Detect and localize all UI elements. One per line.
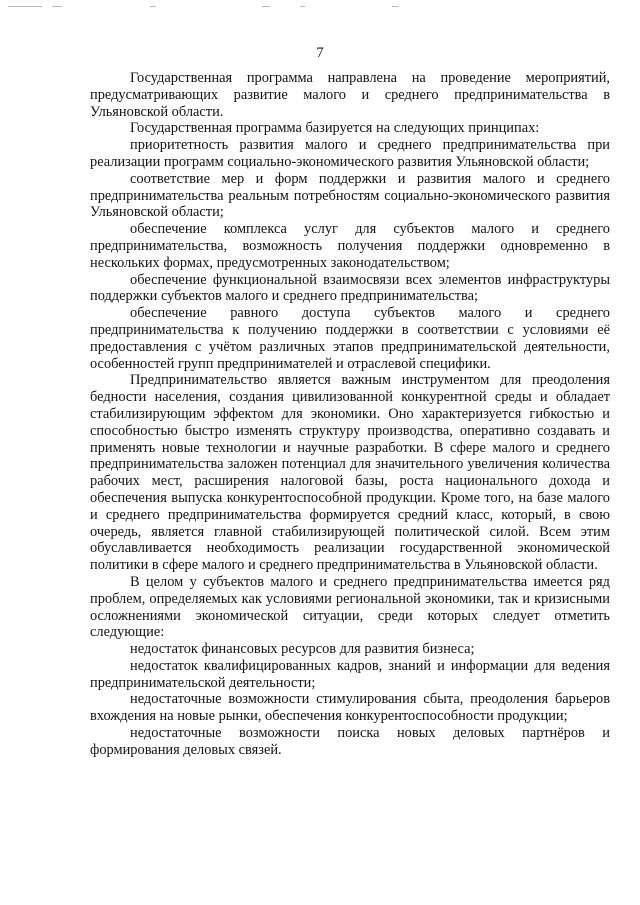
paragraph-entrepreneurship-role: Предпринимательство является важным инструментом для преодоления бедности населения, создания цивилизованной конкурентной среды и обладает стабилизирующим эффектом для экономики. Оно характеризуется гибкостью и способностью быстро изменять структуру производства, оперативно создавать и применять новые технологии и научные разработки. В сфере малого и среднего предпринимательства заложен потенциал для значительного увеличения количества рабочих мест, расширения налоговой базы, роста национального дохода и обеспечения выпуска конкурентоспособной продукции. Кроме того, на базе малого и среднего предпринимательства формируется средний класс, который, в свою очередь, является главной стабилизирующей политической силой. Всем этим обуславливается необходимость реализации государственной экономической политики в сфере малого и среднего предпринимательства в Ульяновской области. [90,372,610,574]
paragraph-problems-intro: В целом у субъектов малого и среднего предпринимательства имеется ряд проблем, определяемых как условиями региональной экономики, так и кризисными осложнениями экономической ситуации, среди которых следует отметить следующие: [90,573,610,641]
paragraph-problem-partners: недостаточные возможности поиска новых деловых партнёров и формирования деловых связей. [90,725,610,758]
document-body [90,70,610,759]
scan-artifact-marks [0,6,640,9]
paragraph-principle-services: обеспечение комплекса услуг для субъектов малого и среднего предпринимательства, возможность получения поддержки одновременно в нескольких формах, предусмотренных законодательством; [90,221,610,271]
paragraph-problem-sales: недостаточные возможности стимулирования сбыта, преодоления барьеров вхождения на новые рынки, обеспечения конкурентоспособности продукции; [90,691,610,725]
paragraph-problem-finance: недостаток финансовых ресурсов для развития бизнеса; [130,641,475,658]
paragraph-program-purpose: Государственная программа направлена на проведение мероприятий, предусматривающих развитие малого и среднего предпринимательства в Ульяновской области. [90,70,610,120]
paragraph-principle-equal-access: обеспечение равного доступа субъектов малого и среднего предпринимательства к получению поддержки в соответствии с условиями её предоставления с учётом различных этапов предпринимательской деятельности, особенностей групп предпринимателей и отраслевой специфики. [90,305,610,372]
paragraph-principle-priority: приоритетность развития малого и среднего предпринимательства при реализации программ социально-экономического развития Ульяновской области; [90,137,610,170]
paragraph-principle-conformity: соответствие мер и форм поддержки и развития малого и среднего предпринимательства реальным потребностям социально-экономического развития Ульяновской области; [90,170,610,221]
page-number: 7 [316,45,324,61]
paragraph-principle-infrastructure: обеспечение функциональной взаимосвязи всех элементов инфраструктуры поддержки субъектов малого и среднего предпринимательства; [90,271,610,305]
paragraph-principles-intro: Государственная программа базируется на следующих принципах: [130,120,540,137]
paragraph-problem-personnel: недостаток квалифицированных кадров, знаний и информации для ведения предпринимательской деятельности; [90,657,610,691]
